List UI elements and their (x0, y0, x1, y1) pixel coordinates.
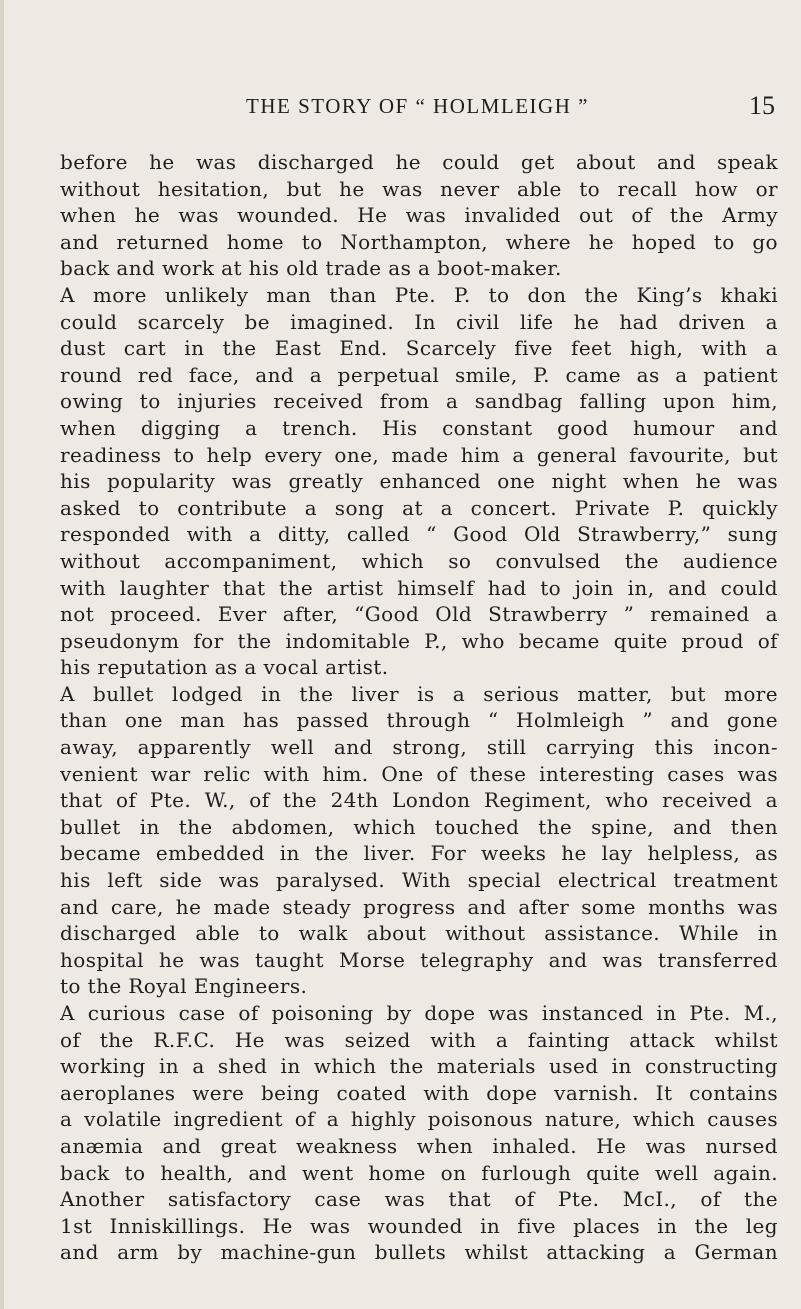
page-edge (0, 0, 4, 1309)
text-line: Another satisfactory case was that of Pte. McI., of the (60, 1187, 778, 1212)
text-line: anæmia and great weakness when inhaled. He was nursed (60, 1133, 778, 1158)
text-line: A more unlikely man than Pte. P. to don the King’s khaki (60, 282, 778, 307)
running-head (60, 90, 775, 122)
text-line: of the R.F.C. He was seized with a fainting attack whilst (60, 1027, 778, 1052)
text-line: aeroplanes were being coated with dope varnish. It contains (60, 1080, 778, 1105)
text-line: A curious case of poisoning by dope was instanced in Pte. M., (60, 1001, 778, 1025)
text-line: bullet in the abdomen, which touched the spine, and then (60, 814, 778, 839)
text-line: could scarcely be imagined. In civil life he had driven a (60, 309, 778, 334)
text-line: away, apparently well and strong, still carrying this incon- (60, 735, 778, 760)
text-line: to the Royal Engineers. (60, 974, 308, 999)
text-line: when he was wounded. He was invalided out of the Army (60, 203, 778, 228)
text-line: and care, he made steady progress and after some months was (60, 894, 778, 919)
text-line: than one man has passed through “ Holmleigh ” and gone (60, 708, 778, 733)
text-line: back and work at his old trade as a boot-maker. (60, 256, 562, 281)
text-line: asked to contribute a song at a concert. Private P. quickly (60, 495, 778, 520)
page-number: 15 (749, 91, 775, 120)
text-line: working in a shed in which the materials used in constructing (60, 1054, 778, 1079)
text-line: that of Pte. W., of the 24th London Regiment, who received a (60, 788, 778, 813)
body-text (60, 149, 778, 1266)
text-line: not proceed. Ever after, “Good Old Strawberry ” remained a (60, 602, 778, 627)
text-line: hospital he was taught Morse telegraphy and was transferred (60, 947, 778, 972)
text-line: 1st Inniskillings. He was wounded in five places in the leg (60, 1213, 778, 1238)
text-line: without hesitation, but he was never able to recall how or (60, 176, 778, 201)
text-line: responded with a ditty, called “ Good Old Strawberry,” sung (60, 522, 778, 547)
text-line: pseudonym for the indomitable P., who became quite proud of (60, 628, 778, 653)
text-line: before he was discharged he could get about and speak (60, 150, 778, 174)
text-line: became embedded in the liver. For weeks he lay helpless, as (60, 841, 778, 866)
text-line: discharged able to walk about without assistance. While in (60, 921, 778, 946)
text-line: A bullet lodged in the liver is a serious matter, but more (60, 681, 778, 706)
text-line: back to health, and went home on furlough quite well again. (60, 1160, 778, 1185)
text-line: when digging a trench. His constant good humour and (60, 415, 778, 440)
text-line: without accompaniment, which so convulsed the audience (60, 548, 778, 573)
text-line: his left side was paralysed. With special electrical treatment (60, 868, 778, 893)
running-title: THE STORY OF “ HOLMLEIGH ” (246, 94, 589, 118)
text-line: his popularity was greatly enhanced one night when he was (60, 469, 778, 494)
text-line: round red face, and a perpetual smile, P. came as a patient (60, 362, 778, 387)
text-line: with laughter that the artist himself had to join in, and could (60, 575, 778, 600)
text-line: readiness to help every one, made him a general favourite, but (60, 442, 778, 467)
text-line: owing to injuries received from a sandbag falling upon him, (60, 389, 778, 414)
text-line: and returned home to Northampton, where he hoped to go (60, 229, 778, 254)
text-line: his reputation as a vocal artist. (60, 655, 389, 680)
text-line: venient war relic with him. One of these interesting cases was (60, 761, 778, 786)
text-line: and arm by machine-gun bullets whilst attacking a German (60, 1240, 778, 1265)
text-line: dust cart in the East End. Scarcely five feet high, with a (60, 336, 778, 361)
text-line: a volatile ingredient of a highly poisonous nature, which causes (60, 1107, 778, 1132)
